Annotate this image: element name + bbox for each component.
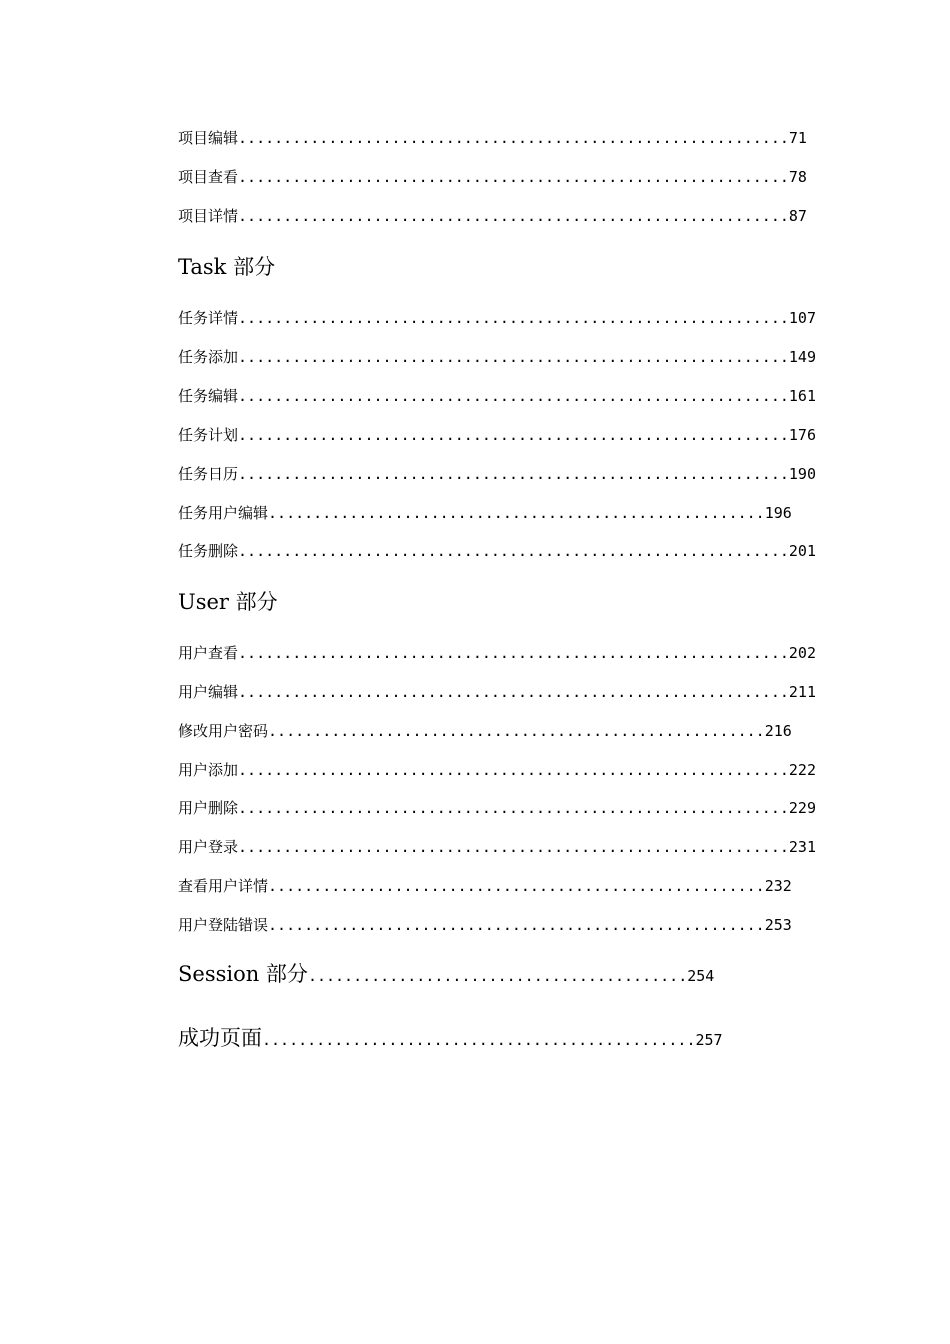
toc-entry[interactable] [178,876,792,896]
toc-leader-dots: ............................................................. [238,168,789,186]
toc-leader-dots: ............................................................. [238,799,789,817]
toc-entry-label: 任务添加 [178,348,239,366]
toc-page-number: 149 [788,348,816,366]
toc-entry-label: 用户编辑 [178,683,239,701]
toc-leader-dots: ............................................................. [238,387,789,405]
toc-entry[interactable] [178,206,807,226]
toc-page-number: 107 [788,309,816,327]
toc-page-number: 78 [788,168,807,186]
toc-page-number: 190 [788,465,816,483]
toc-leader-dots: ................................................ [262,1031,696,1049]
toc-page-number: 222 [788,761,816,779]
toc-entry[interactable] [178,798,816,818]
toc-page-number: 201 [788,542,816,560]
toc-page-number: 231 [788,838,816,856]
toc-leader-dots: ............................................................. [238,683,789,701]
toc-leader-dots: ....................................................... [268,877,765,895]
toc-entry-label: 任务计划 [178,426,239,444]
section-heading-user: User 部分 [178,590,278,614]
toc-entry[interactable] [178,837,816,857]
toc-leader-dots: ....................................................... [268,504,765,522]
toc-leader-dots: ............................................................. [238,129,789,147]
toc-page-number: 211 [788,683,816,701]
toc-leader-dots: ............................................................. [238,426,789,444]
toc-entry-label: 任务详情 [178,309,239,327]
toc-entry-label: 成功页面 [178,1026,262,1050]
toc-entry-label: 用户查看 [178,644,239,662]
toc-leader-dots: ............................................................. [238,838,789,856]
toc-entry[interactable] [178,760,816,780]
toc-entry[interactable] [178,167,807,187]
toc-entry-label: 项目详情 [178,207,239,225]
toc-leader-dots: ............................................................. [238,542,789,560]
toc-entry-success-page[interactable] [178,1028,723,1050]
toc-entry-label: 用户添加 [178,761,239,779]
toc-entry[interactable] [178,425,816,445]
toc-entry[interactable] [178,386,816,406]
toc-entry-label: 用户删除 [178,799,239,817]
toc-entry-label: Session 部分 [178,962,308,986]
toc-entry[interactable] [178,347,816,367]
toc-page-number: 232 [764,877,792,895]
toc-page-number: 161 [788,387,816,405]
toc-page-number: 229 [788,799,816,817]
toc-leader-dots: ............................................................. [238,644,789,662]
toc-page-number: 216 [764,722,792,740]
toc-entry[interactable] [178,464,816,484]
toc-leader-dots: ............................................................. [238,348,789,366]
toc-entry-label: 任务日历 [178,465,239,483]
toc-page-number: 253 [764,916,792,934]
toc-leader-dots: .......................................... [307,967,688,985]
toc-entry-label: 用户登陆错误 [178,916,269,934]
toc-page-number: 196 [764,504,792,522]
toc-leader-dots: ............................................................. [238,309,789,327]
toc-entry-label: 查看用户详情 [178,877,269,895]
toc-entry[interactable] [178,643,816,663]
toc-leader-dots: ............................................................. [238,761,789,779]
toc-entry-label: 修改用户密码 [178,722,269,740]
toc-entry[interactable] [178,915,792,935]
toc-leader-dots: ....................................................... [268,722,765,740]
toc-page-number: 202 [788,644,816,662]
toc-leader-dots: ............................................................. [238,207,789,225]
toc-entry[interactable] [178,541,816,561]
section-heading-task: Task 部分 [178,255,276,279]
toc-leader-dots: ............................................................. [238,465,789,483]
toc-page-number: 87 [788,207,807,225]
toc-entry[interactable] [178,503,792,523]
toc-page-number: 71 [788,129,807,147]
toc-entry-session[interactable] [178,964,714,986]
toc-entry[interactable] [178,682,816,702]
toc-page-number: 254 [687,967,715,985]
toc-page-number: 257 [695,1031,723,1049]
toc-entry-label: 项目编辑 [178,129,239,147]
toc-entry-label: 任务编辑 [178,387,239,405]
toc-entry-label: 任务删除 [178,542,239,560]
toc-page-number: 176 [788,426,816,444]
toc-entry-label: 用户登录 [178,838,239,856]
toc-entry[interactable] [178,721,792,741]
toc-entry[interactable] [178,308,816,328]
toc-leader-dots: ....................................................... [268,916,765,934]
toc-entry[interactable] [178,128,807,148]
toc-entry-label: 项目查看 [178,168,239,186]
toc-entry-label: 任务用户编辑 [178,504,269,522]
